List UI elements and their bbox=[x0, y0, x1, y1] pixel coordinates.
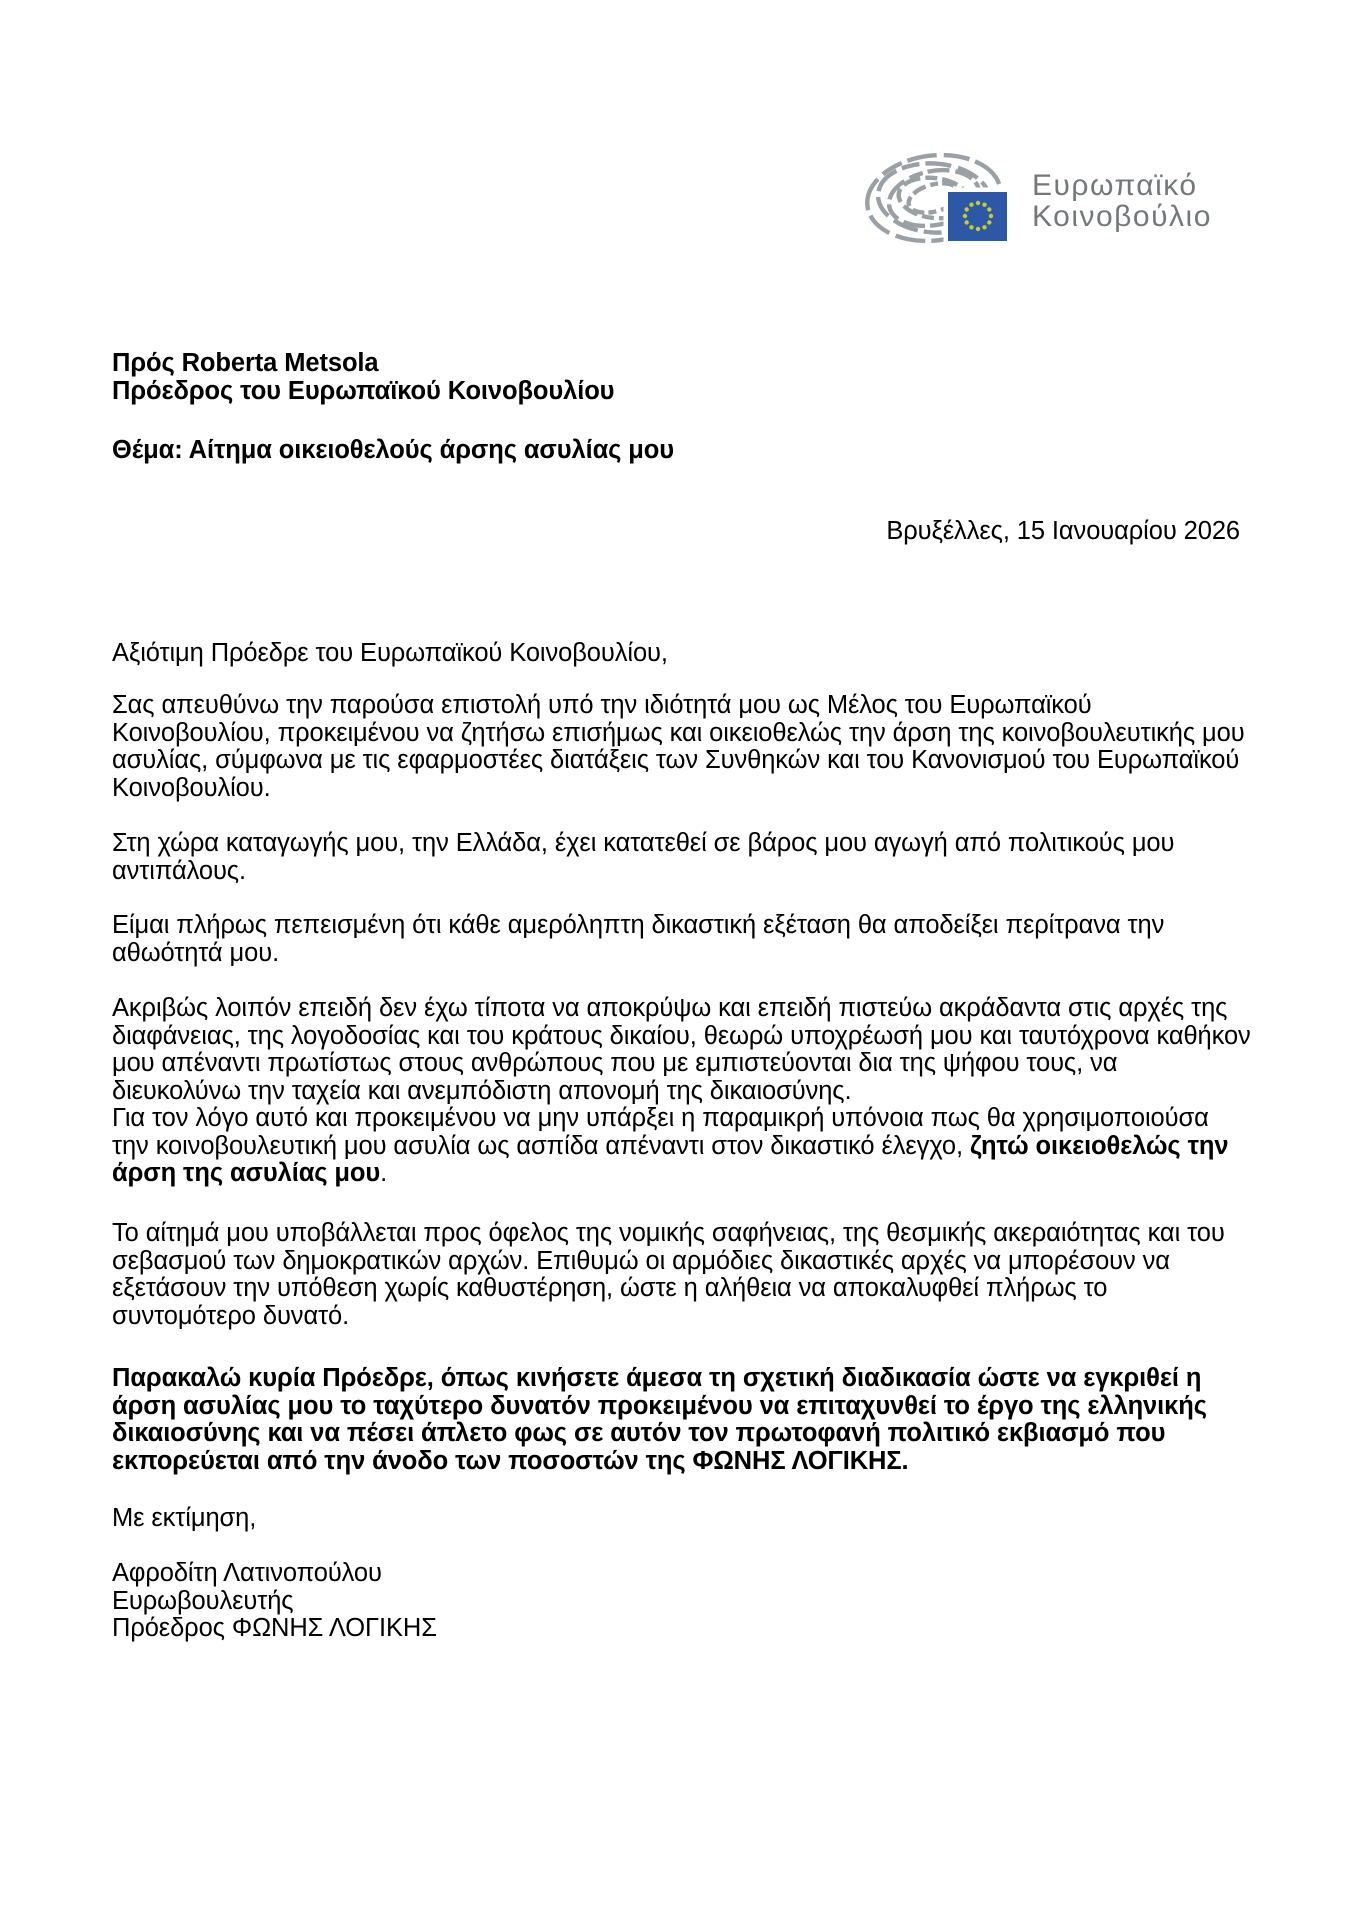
paragraph-innocence: Είμαι πλήρως πεπεισμένη ότι κάθε αμερόληπτη δικαστική εξέταση θα αποδείξει περίτρανα την αθωότητά μου. bbox=[112, 911, 1165, 967]
eu-flag bbox=[944, 188, 1012, 246]
recipient-title: Πρόεδρος του Ευρωπαϊκού Κοινοβουλίου bbox=[112, 376, 615, 405]
signature-block bbox=[112, 1560, 1252, 1643]
salutation: Αξιότιμη Πρόεδρε του Ευρωπαϊκού Κοινοβουλίου, bbox=[112, 639, 668, 667]
paragraph-immunity-request-part2: Για τον λόγο αυτό και προκειμένου να μην υπάρξει η παραμικρή υπόνοια πως θα χρησιμοποιούσα την κοινοβουλευτική μου ασυλία ως ασπίδα απέναντι στον δικαστικό έλεγχο, bbox=[112, 1104, 1209, 1160]
logo-wordmark-line1: Ευρωπαϊκό bbox=[1032, 169, 1198, 202]
immunity-request-bold-text: ζητώ οικειοθελώς την άρση της ασυλίας μου bbox=[112, 1131, 1229, 1187]
european-parliament-logo bbox=[862, 149, 1262, 249]
paragraph-immunity-request-part1: Ακριβώς λοιπόν επειδή δεν έχω τίποτα να αποκρύψω και επειδή πιστεύω ακράδαντα στις αρχές της διαφάνειας, της λογοδοσίας και του κράτους δικαίου, θεωρώ υποχρέωσή μου και ταυτόχρονα καθήκον μου απέναντι πρωτίστως στους ανθρώπους που με εμπιστεύονται δια της ψήφου τους, να διευκολύνω την ταχεία και ανεμπόδιστη απονομή της δικαιοσύνης. bbox=[112, 994, 1251, 1105]
signature-party-role: Πρόεδρος ΦΩΝΗΣ ΛΟΓΙΚΗΣ bbox=[112, 1614, 437, 1642]
subject-line: Θέμα: Αίτημα οικειοθελούς άρσης ασυλίας μου bbox=[112, 436, 675, 464]
paragraph-intro: Σας απευθύνω την παρούσα επιστολή υπό την ιδιότητά μου ως Μέλος του Ευρωπαϊκού Κοινοβουλίου, προκειμένου να ζητήσω επισήμως και οικειοθελώς την άρση της κοινοβουλευτικής μου ασυλίας, σύμφωνα με τις εφαρμοστέες διατάξεις των Συνθηκών και του Κανονισμού του Ευρωπαϊκού Κοινοβουλίου. bbox=[112, 691, 1245, 802]
date-line: Βρυξέλλες, 15 Ιανουαρίου 2026 bbox=[886, 517, 1240, 545]
logo-wordmark-line2: Κοινοβούλιο bbox=[1032, 200, 1212, 233]
paragraph-legal-clarity: Το αίτημά μου υποβάλλεται προς όφελος της νομικής σαφήνειας, της θεσμικής ακεραιότητας και του σεβασμού των δημοκρατικών αρχών. Επιθυμώ οι αρμόδιες δικαστικές αρχές να μπορέσουν να εξετάσουν την υπόθεση χωρίς καθυστέρηση, ώστε η αλήθεια να αποκαλυφθεί πλήρως το συντομότερο δυνατό. bbox=[112, 1219, 1225, 1330]
closing: Με εκτίμηση, bbox=[112, 1504, 257, 1532]
signature-role: Ευρωβουλευτής bbox=[112, 1586, 294, 1615]
recipient-name: Πρός Roberta Metsola bbox=[112, 349, 379, 377]
immunity-request-period: . bbox=[380, 1159, 388, 1187]
paragraph-lawsuit: Στη χώρα καταγωγής μου, την Ελλάδα, έχει κατατεθεί σε βάρος μου αγωγή από πολιτικούς μου αντιπάλους. bbox=[112, 829, 1175, 885]
paragraph-appeal-bold: Παρακαλώ κυρία Πρόεδρε, όπως κινήσετε άμεσα τη σχετική διαδικασία ώστε να εγκριθεί η άρση ασυλίας μου το ταχύτερο δυνατόν προκειμένου να επιταχυνθεί το έργο της ελληνικής δικαιοσύνης και να πέσει άπλετο φως σε αυτόν τον πρωτοφανή πολιτικό εκβιασμό που εκπορεύεται από την άνοδο των ποσοστών της ΦΩΝΗΣ ΛΟΓΙΚΗΣ. bbox=[112, 1364, 1207, 1475]
recipient-block bbox=[112, 350, 1252, 405]
paragraph-immunity-request bbox=[112, 995, 1252, 1188]
signature-name: Αφροδίτη Λατινοπούλου bbox=[112, 1559, 382, 1587]
hemicycle-icon bbox=[862, 149, 1017, 245]
logo-wordmark bbox=[1032, 170, 1212, 232]
